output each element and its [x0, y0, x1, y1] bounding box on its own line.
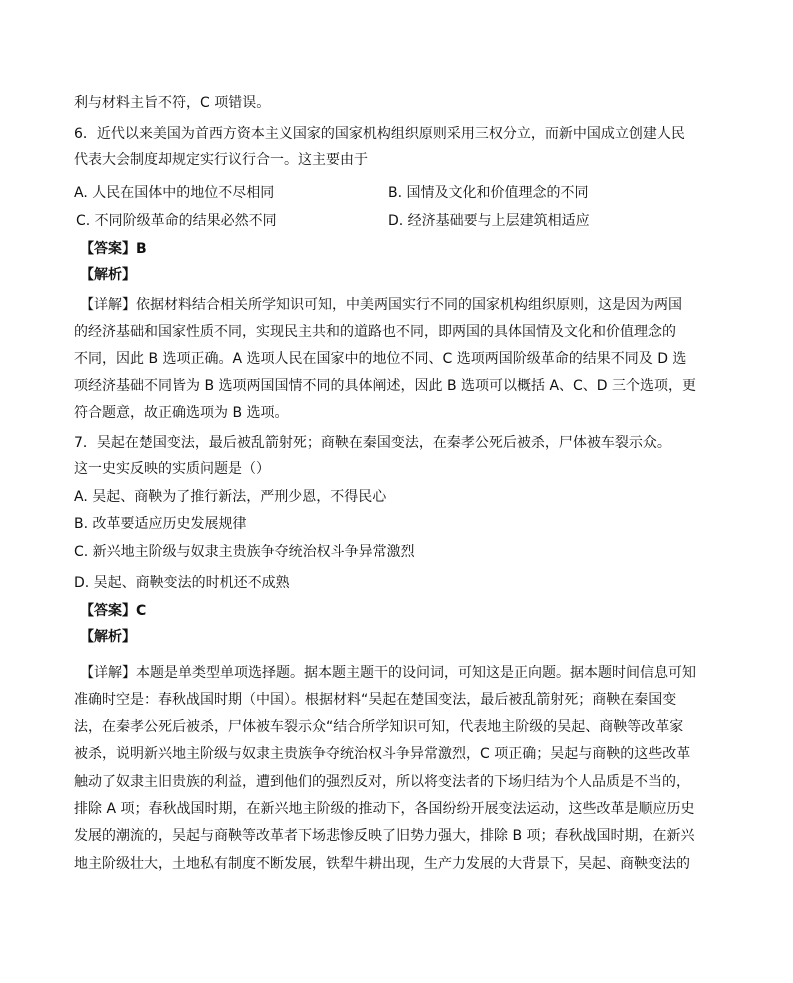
q7-option-b: B. 改革要适应历史发展规律: [74, 516, 247, 532]
q6-detail-line: 符合题意，故正确选项为 B 选项。: [74, 405, 289, 421]
q7-detail-line: 【详解】本题是单类型单项选择题。据本题主题干的设问词，可知这是正向题。据本题时间信息可知: [80, 665, 696, 681]
question-7-stem-cont: 这一史实反映的实质问题是（）: [74, 461, 270, 477]
q7-detail-line: 地主阶级壮大，土地私有制度不断发展，铁犁牛耕出现，生产力发展的大背景下，吴起、商鞅变法的: [74, 856, 690, 872]
q7-detail-line: 被杀，说明新兴地主阶级与奴隶主贵族争夺统治权斗争异常激烈，C 项正确；吴起与商鞅的这些改革: [74, 746, 691, 762]
q7-answer: 【答案】C: [80, 603, 147, 619]
q7-option-c: C. 新兴地主阶级与奴隶主贵族争夺统治权斗争异常激烈: [74, 544, 415, 560]
q6-answer: 【答案】B: [80, 241, 147, 257]
q6-option-a: A. 人民在国体中的地位不尽相同: [74, 185, 275, 201]
text-line: 利与材料主旨不符，C 项错误。: [74, 95, 271, 111]
q7-option-d: D. 吴起、商鞅变法的时机还不成熟: [74, 575, 290, 591]
q7-analysis-label: 【解析】: [80, 629, 136, 645]
q7-detail-line: 触动了奴隶主旧贵族的利益，遭到他们的强烈反对，所以将变法者的下场归结为个人品质是不当的，: [74, 774, 690, 790]
q6-option-b: B. 国情及文化和价值理念的不同: [388, 185, 589, 201]
q6-option-c: C. 不同阶级革命的结果必然不同: [76, 213, 277, 229]
q7-detail-line: 发展的潮流的，吴起与商鞅等改革者下场悲惨反映了旧势力强大，排除 B 项；春秋战国时期，在新兴: [74, 828, 695, 844]
q7-detail-line: 准确时空是：春秋战国时期（中国）。根据材料“吴起在楚国变法，最后被乱箭射死；商鞅在秦国变: [74, 692, 677, 708]
q6-detail-line: 【详解】依据材料结合相关所学知识可知，中美两国实行不同的国家机构组织原则，这是因为两国: [80, 297, 682, 313]
q7-detail-line: 排除 A 项；春秋战国时期，在新兴地主阶级的推动下，各国纷纷开展变法运动，这些改革是顺应历史: [74, 801, 695, 817]
q6-detail-line: 的经济基础和国家性质不同，实现民主共和的道路也不同，即两国的具体国情及文化和价值理念的: [74, 324, 676, 340]
q6-option-d: D. 经济基础要与上层建筑相适应: [388, 213, 590, 229]
question-6-stem-cont: 代表大会制度却规定实行议行合一。这主要由于: [74, 152, 368, 168]
q6-detail-line: 不同，因此 B 选项正确。A 选项人民在国家中的地位不同、C 选项两国阶级革命的结果不同及 D 选: [74, 351, 687, 367]
q6-analysis-label: 【解析】: [80, 267, 136, 283]
q7-detail-line: 法，在秦孝公死后被杀，尸体被车裂示众“结合所学知识可知，代表地主阶级的吴起、商鞅等改革家: [74, 719, 684, 735]
question-6-stem: 6．近代以来美国为首西方资本主义国家的国家机构组织原则采用三权分立，而新中国成立创建人民: [74, 126, 685, 142]
question-7-stem: 7．吴起在楚国变法，最后被乱箭射死；商鞅在秦国变法，在秦孝公死后被杀，尸体被车裂示众。: [74, 435, 671, 451]
q7-option-a: A. 吴起、商鞅为了推行新法，严刑少恩，不得民心: [74, 489, 387, 505]
q6-detail-line: 项经济基础不同皆为 B 选项两国国情不同的具体阐述，因此 B 选项可以概括 A、C、D 三个选项，更: [74, 378, 697, 394]
